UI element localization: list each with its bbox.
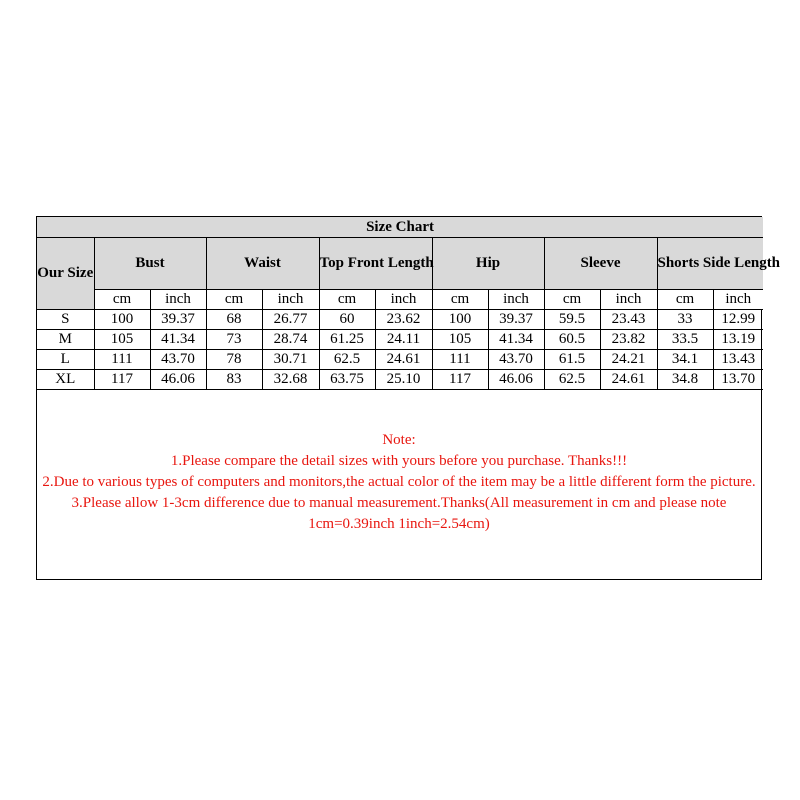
value-cell: 43.70 bbox=[488, 350, 544, 370]
value-cell: 46.06 bbox=[150, 370, 206, 390]
unit-label: inch bbox=[600, 290, 657, 310]
value-cell: 61.25 bbox=[319, 330, 375, 350]
table-row bbox=[37, 310, 763, 330]
note-item-3: 3.Please allow 1-3cm difference due to manual measurement.Thanks(All measurement in cm and please note 1cm=0.39inch 1inch=2.54cm) bbox=[71, 495, 727, 532]
table-row bbox=[37, 370, 763, 390]
value-cell: 43.70 bbox=[150, 350, 206, 370]
unit-label: inch bbox=[262, 290, 319, 310]
value-cell: 33 bbox=[657, 310, 713, 330]
unit-label: cm bbox=[94, 290, 150, 310]
size-cell: XL bbox=[37, 370, 94, 390]
size-chart bbox=[36, 216, 781, 580]
value-cell: 33.5 bbox=[657, 330, 713, 350]
value-cell: 32.68 bbox=[262, 370, 319, 390]
value-cell: 63.75 bbox=[319, 370, 375, 390]
value-cell: 117 bbox=[432, 370, 488, 390]
chart-title: Size Chart bbox=[37, 217, 763, 238]
value-cell: 41.34 bbox=[150, 330, 206, 350]
value-cell: 62.5 bbox=[544, 370, 600, 390]
value-cell: 73 bbox=[206, 330, 262, 350]
unit-label: inch bbox=[375, 290, 432, 310]
value-cell: 13.70 bbox=[713, 370, 763, 390]
unit-label: inch bbox=[488, 290, 544, 310]
size-table bbox=[37, 217, 781, 390]
table-row bbox=[37, 330, 763, 350]
unit-label: inch bbox=[150, 290, 206, 310]
value-cell: 60.5 bbox=[544, 330, 600, 350]
value-cell: 61.5 bbox=[544, 350, 600, 370]
value-cell: 23.82 bbox=[600, 330, 657, 350]
value-cell: 105 bbox=[94, 330, 150, 350]
bust-header: Bust bbox=[94, 238, 206, 290]
value-cell: 100 bbox=[94, 310, 150, 330]
header-row bbox=[37, 238, 763, 290]
table-row bbox=[37, 350, 763, 370]
value-cell: 105 bbox=[432, 330, 488, 350]
value-cell: 41.34 bbox=[488, 330, 544, 350]
size-header: Our Size bbox=[37, 238, 94, 310]
value-cell: 111 bbox=[94, 350, 150, 370]
value-cell: 83 bbox=[206, 370, 262, 390]
value-cell: 13.19 bbox=[713, 330, 763, 350]
value-cell: 60 bbox=[319, 310, 375, 330]
size-cell: S bbox=[37, 310, 94, 330]
value-cell: 34.8 bbox=[657, 370, 713, 390]
unit-label: cm bbox=[544, 290, 600, 310]
unit-row bbox=[37, 290, 763, 310]
hip-header: Hip bbox=[432, 238, 544, 290]
value-cell: 12.99 bbox=[713, 310, 763, 330]
value-cell: 26.77 bbox=[262, 310, 319, 330]
value-cell: 34.1 bbox=[657, 350, 713, 370]
title-row bbox=[37, 217, 763, 238]
note-item-1: 1.Please compare the detail sizes with yours before you purchase. Thanks!!! bbox=[170, 453, 628, 469]
value-cell: 24.61 bbox=[600, 370, 657, 390]
value-cell: 13.43 bbox=[713, 350, 763, 370]
value-cell: 24.21 bbox=[600, 350, 657, 370]
value-cell: 100 bbox=[432, 310, 488, 330]
shorts-side-length-header: Shorts Side Length bbox=[657, 238, 763, 290]
unit-label: inch bbox=[713, 290, 763, 310]
unit-label: cm bbox=[657, 290, 713, 310]
value-cell: 25.10 bbox=[375, 370, 432, 390]
size-cell: L bbox=[37, 350, 94, 370]
value-cell: 39.37 bbox=[488, 310, 544, 330]
unit-label: cm bbox=[206, 290, 262, 310]
note-item-2: 2.Due to various types of computers and monitors,the actual color of the item may be a little different form the picture. bbox=[42, 474, 756, 490]
value-cell: 117 bbox=[94, 370, 150, 390]
unit-label: cm bbox=[432, 290, 488, 310]
unit-label: cm bbox=[319, 290, 375, 310]
value-cell: 23.62 bbox=[375, 310, 432, 330]
size-cell: M bbox=[37, 330, 94, 350]
value-cell: 78 bbox=[206, 350, 262, 370]
value-cell: 24.61 bbox=[375, 350, 432, 370]
value-cell: 68 bbox=[206, 310, 262, 330]
value-cell: 23.43 bbox=[600, 310, 657, 330]
value-cell: 111 bbox=[432, 350, 488, 370]
value-cell: 39.37 bbox=[150, 310, 206, 330]
value-cell: 62.5 bbox=[319, 350, 375, 370]
sleeve-header: Sleeve bbox=[544, 238, 657, 290]
value-cell: 46.06 bbox=[488, 370, 544, 390]
waist-header: Waist bbox=[206, 238, 319, 290]
value-cell: 28.74 bbox=[262, 330, 319, 350]
value-cell: 59.5 bbox=[544, 310, 600, 330]
notes-heading: Note: bbox=[382, 432, 416, 448]
value-cell: 24.11 bbox=[375, 330, 432, 350]
top-front-length-header: Top Front Length bbox=[319, 238, 432, 290]
value-cell: 30.71 bbox=[262, 350, 319, 370]
notes-section bbox=[37, 430, 761, 535]
